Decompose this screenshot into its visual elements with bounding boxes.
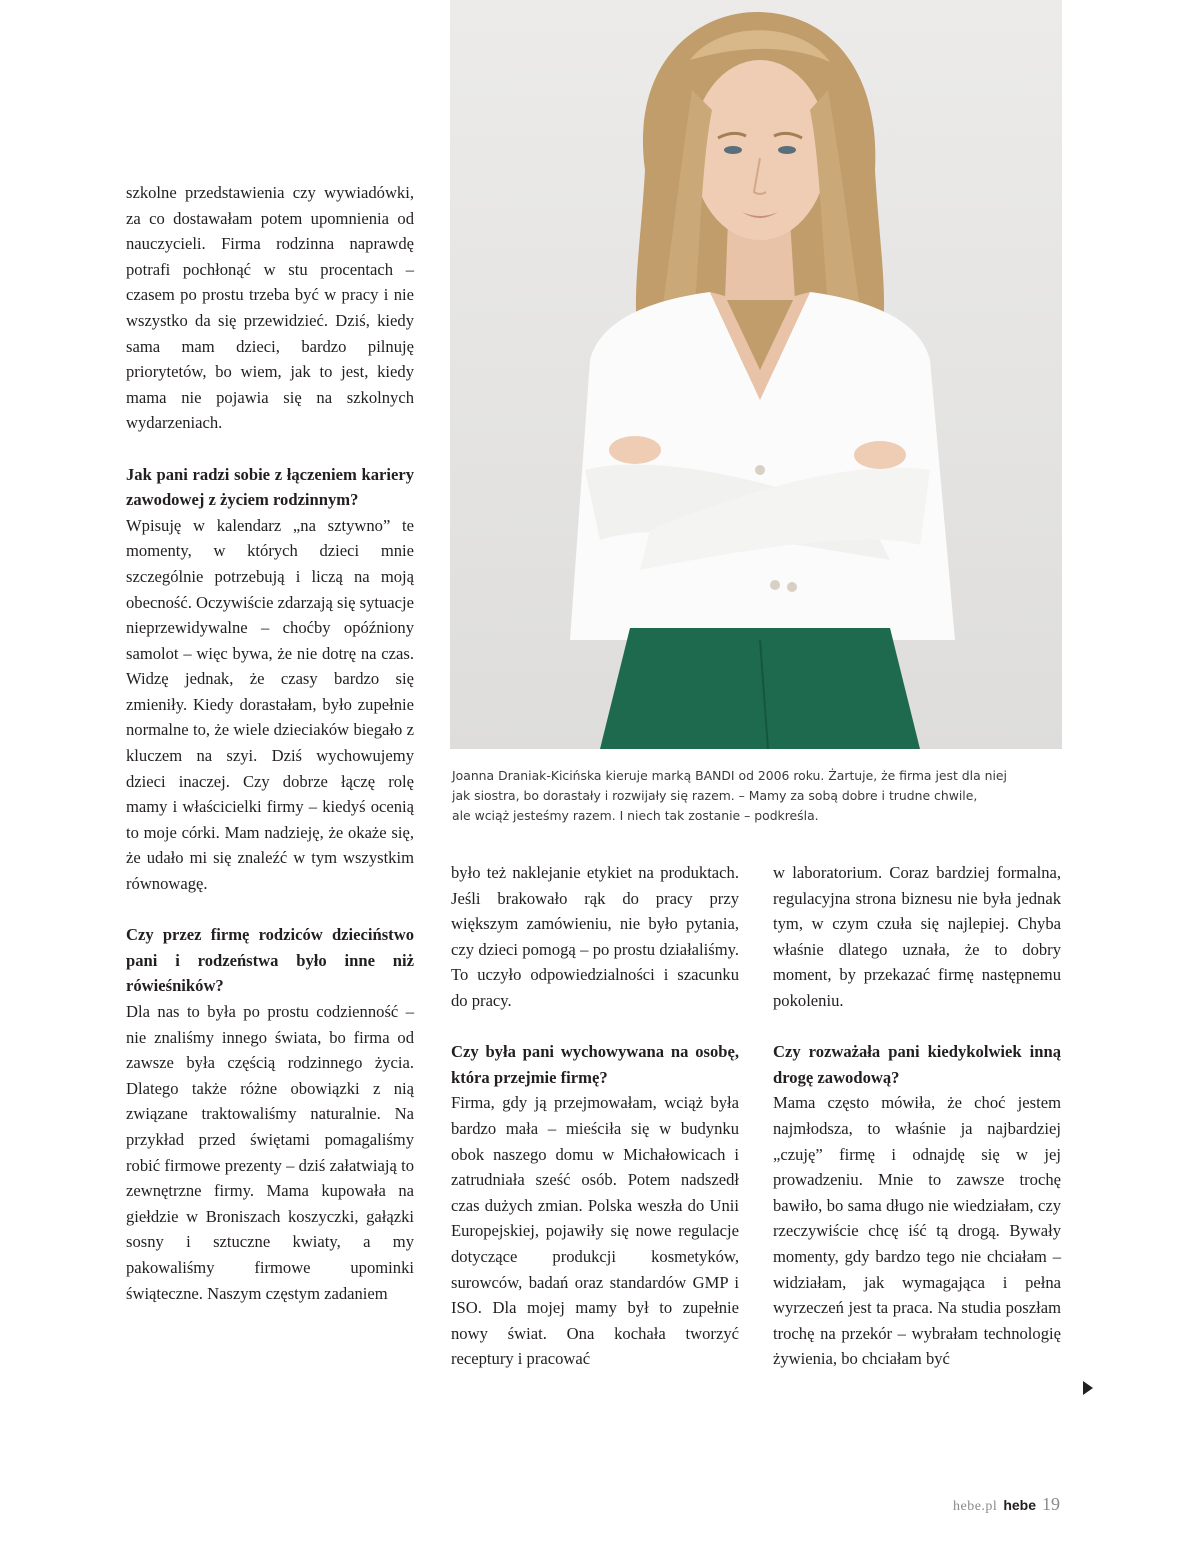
caption-line-1: Joanna Draniak-Kicińska kieruje marką BANDI od 2006 roku. Żartuje, że firma jest dla niej (452, 768, 1007, 783)
middle-question: Czy była pani wychowywana na osobę, która przejmie firmę? (451, 1042, 739, 1087)
page-number: 19 (1042, 1494, 1060, 1514)
portrait-illustration (450, 0, 1062, 749)
footer-site: hebe.pl (952, 1499, 998, 1514)
caption-line-2: jak siostra, bo dorastały i rozwijały się razem. – Mamy za sobą dobre i trudne chwile, (452, 788, 978, 803)
middle-text-column (451, 860, 739, 1372)
footer-brand-logo: hebe (1003, 1497, 1036, 1513)
left-intro-paragraph: szkolne przedstawienia czy wywiadówki, za co dostawałam potem upomnienia od nauczycieli. Firma rodzinna naprawdę potrafi pochłonąć w stu procentach – czasem po prostu trzeba być w pracy i nie wszystko da się przewidzieć. Dziś, kiedy sama mam dzieci, bardzo pilnuję priorytetów, bo wiem, jak to jest, kiedy mama nie pojawia się na szkolnych wydarzeniach. (126, 183, 414, 433)
page-footer (953, 1494, 1060, 1515)
left-text-column (126, 180, 414, 1306)
right-question: Czy rozważała pani kiedykolwiek inną drogę zawodową? (773, 1042, 1061, 1087)
left-answer-1: Wpisuję w kalendarz „na sztywno” te momenty, w których dzieci mnie szczególnie potrzebują i liczą na moją obecność. Oczywiście zdarzają się sytuacje nieprzewidywalne – choćby opóźniony samolot – więc bywa, że nie dotrę na czas. Widzę jednak, że czasy bardzo się zmieniły. Kiedy dorastałam, było zupełnie normalne to, że wiele dzieciaków biegało z kluczem na szyi. Dziś wychowujemy dzieci inaczej. Czy dobrze łączę rolę mamy i właścicielki firmy – kiedyś ocenią to moje córki. Mam nadzieję, że okaże się, że udało mi się znaleźć w tym wszystkim równowagę. (126, 515, 414, 894)
portrait-photo (450, 0, 1062, 749)
right-text-column (773, 860, 1061, 1372)
continue-arrow-icon (1083, 1381, 1093, 1395)
right-intro-paragraph: w laboratorium. Coraz bardziej formalna, regulacyjna strona biznesu nie była jednak tym, w czym czuła się najlepiej. Chyba właśnie dlatego uznała, że to dobry moment, by przekazać firmę następnemu pokoleniu. (773, 863, 1061, 1010)
photo-caption (452, 766, 1052, 826)
left-question-2: Czy przez firmę rodziców dzieciństwo pani i rodzeństwa było inne niż rówieśników? (126, 925, 414, 996)
left-question-1: Jak pani radzi sobie z łączeniem kariery zawodowej z życiem rodzinnym? (126, 464, 414, 510)
caption-line-3: ale wciąż jesteśmy razem. I niech tak zostanie – podkreśla. (452, 808, 819, 823)
middle-intro-paragraph: było też naklejanie etykiet na produktach. Jeśli brakowało rąk do pracy przy większym zamówieniu, nie było pytania, czy dzieci pomogą – po prostu działaliśmy. To uczyło odpowiedzialności i szacunku do pracy. (451, 863, 739, 1010)
right-answer: Mama często mówiła, że choć jestem najmłodsza, to właśnie ja najbardziej „czuję” firmę i odnajdę się w jej prowadzeniu. Mnie to zawsze trochę bawiło, bo sama długo nie wiedziałam, czy rzeczywiście chcę iść tą drogą. Bywały momenty, gdy bardzo tego nie chciałam – widziałam, jak wymagająca i pełna wyrzeczeń jest ta praca. Na studia poszłam trochę na przekór – wybrałam technologię żywienia, bo chciałam być (773, 1093, 1061, 1369)
left-answer-2: Dla nas to była po prostu codzienność – nie znaliśmy innego świata, bo firma od zawsze była częścią rodzinnego życia. Dlatego także różne obowiązki z nią związane traktowaliśmy naturalnie. Na przykład przed świętami pomagaliśmy robić firmowe prezenty – dziś załatwiają to zewnętrzne firmy. Mama kupowała na giełdzie w Broniszach koszyczki, gałązki sosny i sztuczne kwiaty, a my pakowaliśmy firmowe upominki świąteczne. Naszym częstym zadaniem (126, 1002, 414, 1303)
middle-answer: Firma, gdy ją przejmowałam, wciąż była bardzo mała – mieściła się w budynku obok naszego domu w Michałowicach i zatrudniała sześć osób. Potem nadszedł czas dużych zmian. Polska weszła do Unii Europejskiej, pojawiły się nowe regulacje dotyczące produkcji kosmetyków, surowców, badań oraz standardów GMP i ISO. Dla mojej mamy był to zupełnie nowy świat. Ona kochała tworzyć receptury i pracować (451, 1093, 739, 1369)
